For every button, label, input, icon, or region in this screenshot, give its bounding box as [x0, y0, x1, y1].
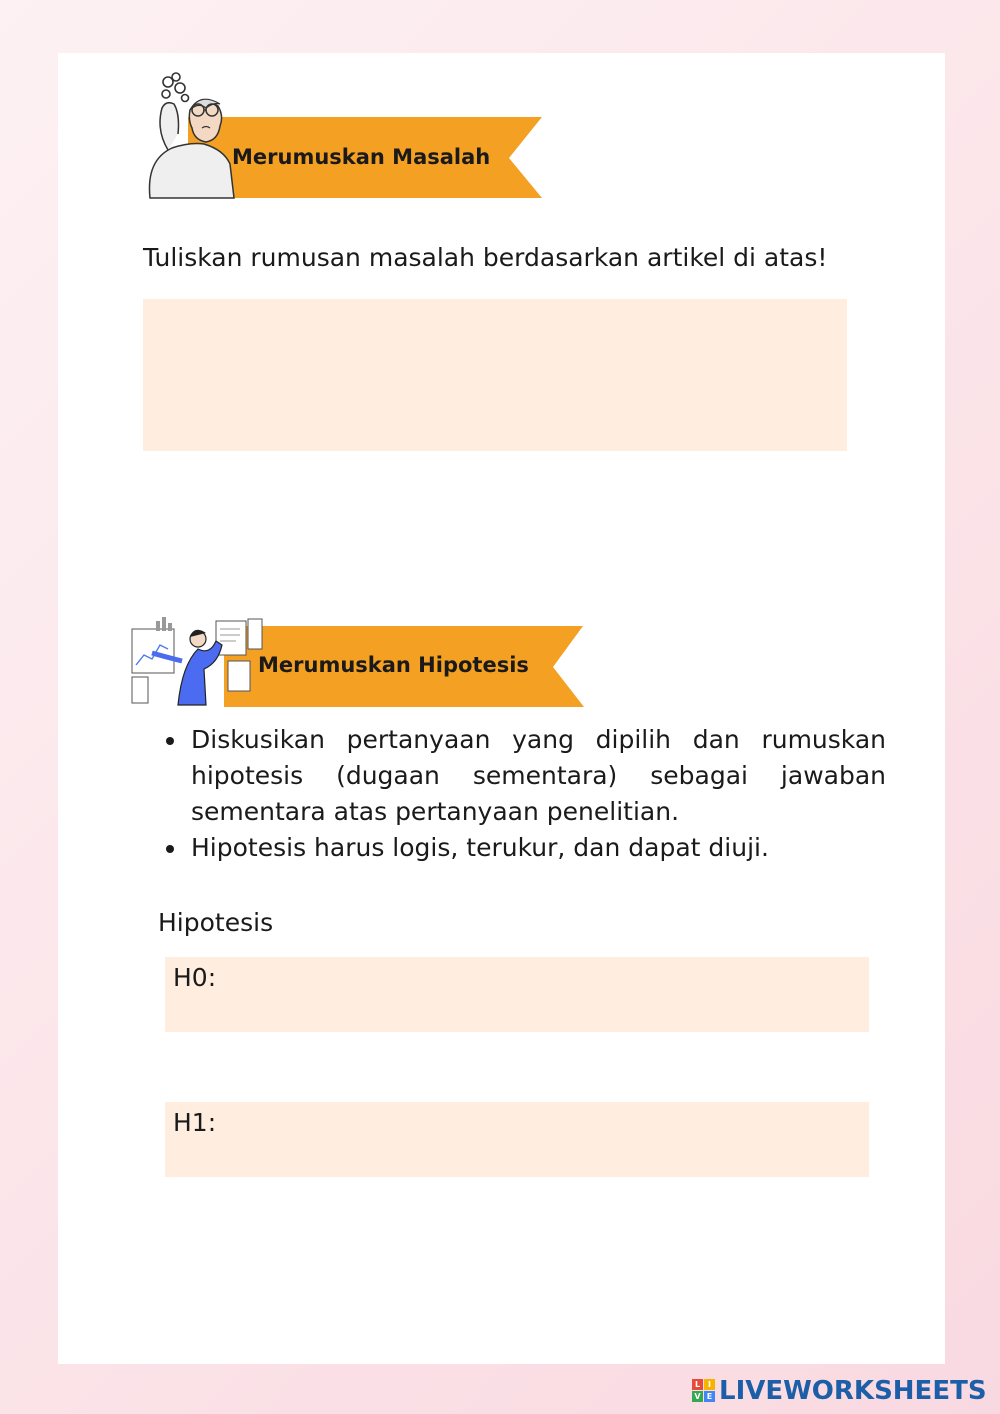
- h0-label: H0:: [173, 963, 217, 992]
- problem-answer-box[interactable]: [143, 299, 847, 451]
- logo-letter: L: [692, 1379, 703, 1390]
- banner-title: Merumuskan Masalah: [232, 145, 491, 169]
- liveworksheets-watermark: [692, 1374, 987, 1408]
- liveworksheets-logo-icon: [692, 1379, 716, 1403]
- logo-letter: V: [692, 1391, 703, 1402]
- problem-prompt: Tuliskan rumusan masalah berdasarkan artikel di atas!: [143, 243, 828, 272]
- liveworksheets-text: LIVEWORKSHEETS: [719, 1376, 987, 1406]
- list-item: Diskusikan pertanyaan yang dipilih dan rumuskan hipotesis (dugaan sementara) sebagai jawaban sementara atas pertanyaan penelitian.: [164, 722, 886, 830]
- banner-title: Merumuskan Hipotesis: [258, 653, 529, 677]
- list-item: Hipotesis harus logis, terukur, dan dapat diuji.: [164, 830, 886, 866]
- presenter-charts-icon: [128, 615, 268, 711]
- hypothesis-label: Hipotesis: [158, 908, 274, 937]
- h1-answer-box[interactable]: [165, 1102, 869, 1177]
- h0-answer-box[interactable]: [165, 957, 869, 1032]
- logo-letter: E: [704, 1391, 715, 1402]
- banner-merumuskan-hipotesis: [128, 615, 588, 711]
- banner-merumuskan-masalah: [128, 70, 548, 202]
- h1-label: H1:: [173, 1108, 217, 1137]
- logo-letter: I: [704, 1379, 715, 1390]
- thinking-man-icon: [128, 70, 248, 202]
- instruction-list: [164, 722, 886, 866]
